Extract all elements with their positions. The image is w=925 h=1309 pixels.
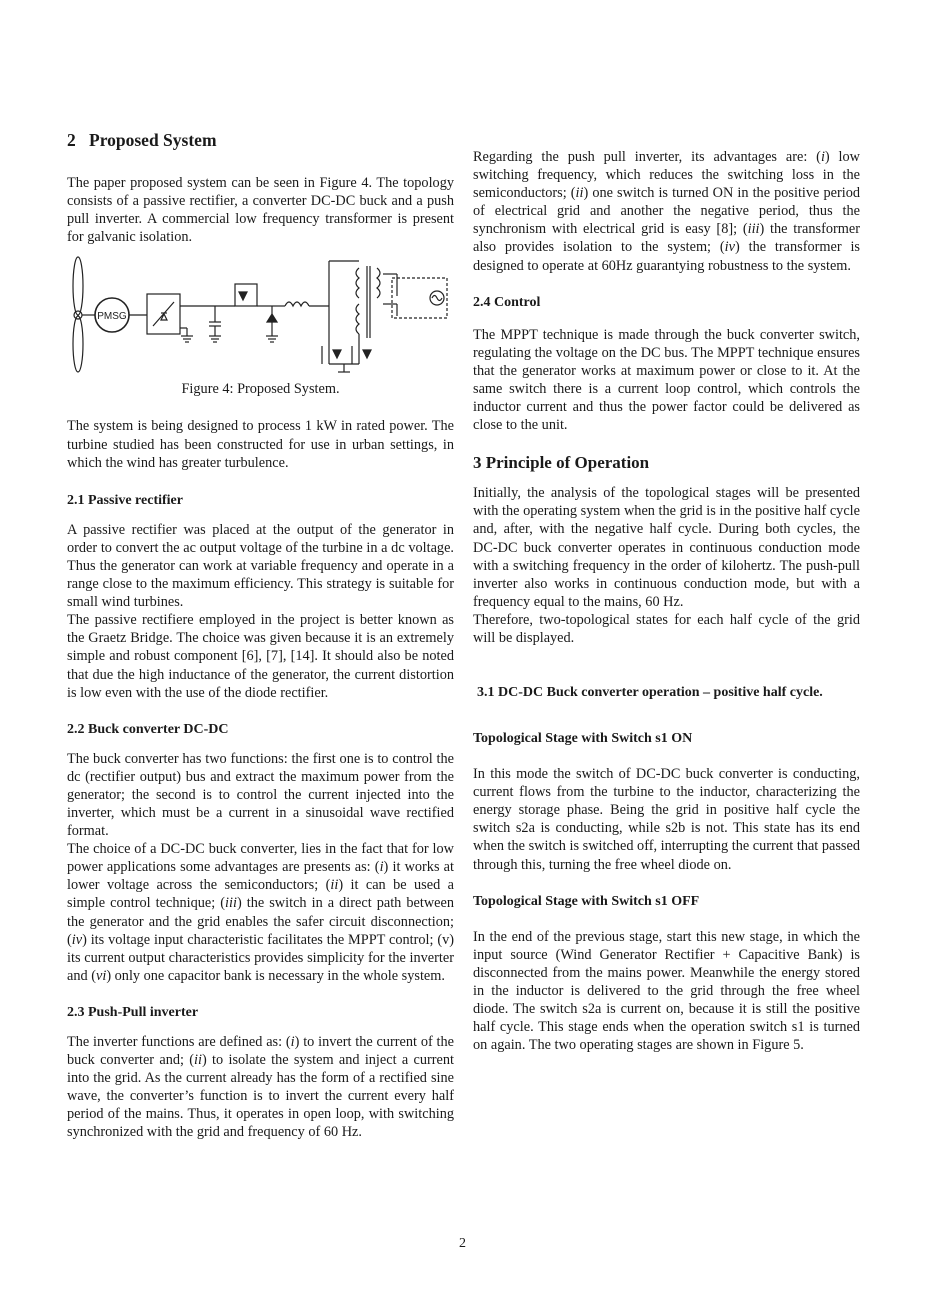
- section-2-3-para2: Regarding the push pull inverter, its advantages are: (i) low switching frequency, which reduces the switching loss in the semiconductors; (ii) one switch is turned ON in the positive period of electrical grid and another the negative period, thus the synchronism with electrical grid is easy [8]; (iii) the transformer also provides isolation to the system; (iv) the transformer is designed to operate at 60Hz guarantying robustness to the system.: [473, 149, 861, 274]
- grid-box: [392, 278, 447, 318]
- section-2-4-para1: The MPPT technique is made through the buck converter switch, regulating the voltage on the DC bus. The MPPT technique ensures that the generator works at maximum power or close to it. At the same switch there is a current loop control, which controls the inductor current and thus the power factor could be delivered as close to the unit.: [473, 326, 860, 434]
- section-2-1-para1: A passive rectifier was placed at the output of the generator in order to convert the ac output voltage of the turbine in a dc voltage. Thus the generator can work at variable frequency and operate in a range close to the maximum efficiency. This strategy is suitable for small wind turbines.: [67, 521, 454, 611]
- section-3-1-heading: 3.1 DC-DC Buck converter operation – positive half cycle.: [477, 685, 823, 701]
- section-2-1-heading: 2.1 Passive rectifier: [67, 492, 183, 508]
- right-column: [473, 129, 860, 1054]
- section-2-2-para1: The buck converter has two functions: the first one is to control the dc (rectifier output) bus and extract the maximum power from the generator; the second is to control the current injected into the inverter, which must be a current in a sinusoidal wave rectified format.: [67, 750, 454, 840]
- section-2-3-heading: 2.3 Push-Pull inverter: [67, 1004, 199, 1020]
- stage-off-text: In the end of the previous stage, start this new stage, in which the input source (Wind Generator Rectifier + Capacitive Bank) is disconnected from the mains power. Meanwhile the energy stored in the inductor is delivered to the grid through the free wheel diode. The switch s2a is current on, because it is still the positive half cycle. This stage ends when the operation switch s1 is turned on again. The two operating stages are shown in Figure 5.: [473, 928, 860, 1054]
- section-2-title: Proposed System: [89, 130, 217, 150]
- section-2-1-para2: The passive rectifiere employed in the project is better known as the Graetz Bridge. The choice was given because it is an extremely simple and robust component [6], [7], [14]. It should also be noted that due the high inductance of the generator, the current distortion is low even with the use of the diode rectifier.: [67, 612, 454, 701]
- proposed-system-diagram: [67, 256, 454, 376]
- section-2-heading: [67, 129, 454, 151]
- figure-4: [67, 256, 454, 376]
- generator-label: PMSG: [97, 311, 127, 323]
- turbine-blade-top: [73, 257, 83, 315]
- figure-4-caption: Figure 4: Proposed System.: [181, 381, 340, 398]
- section-3-para2: Therefore, two-topological states for each half cycle of the grid will be displayed.: [473, 611, 860, 646]
- stage-on-heading: Topological Stage with Switch s1 ON: [473, 731, 693, 747]
- section-2-number: 2: [67, 130, 76, 150]
- section-3-heading: 3 Principle of Operation: [473, 453, 650, 473]
- section-2-2-heading: 2.2 Buck converter DC-DC: [67, 721, 229, 737]
- left-column: [67, 127, 454, 1141]
- stage-off-heading: Topological Stage with Switch s1 OFF: [473, 893, 700, 909]
- page-number: 2: [459, 1236, 466, 1251]
- turbine-blade-bottom: [73, 316, 83, 372]
- section-2-para2: The system is being designed to process 1 kW in rated power. The turbine studied has been constructed for use in urban settings, in which the wind has greater turbulence.: [67, 418, 454, 471]
- stage-on-text: In this mode the switch of DC-DC buck converter is conducting, current flows from the turbine to the inductor, characterizing the energy storage phase. Being the grid in positive half cycle the switch s2a is conducting, while s2b is not. This state has its end when the switch is switched off, interrupting the current that passed through this, turning the free wheel diode on.: [473, 766, 860, 873]
- section-2-4-heading: 2.4 Control: [473, 294, 541, 310]
- section-2-3-para1: The inverter functions are defined as: (i) to invert the current of the buck converter and; (ii) to isolate the system and inject a current into the grid. As the current already has the form of a rectified sine wave, the converter’s function is to invert the current every half period of the mains. Thus, it operates in open loop, with switching synchronized with the grid and frequency of 60 Hz.: [67, 1033, 454, 1141]
- section-3-para1: Initially, the analysis of the topological stages will be presented with the operating system when the grid is in the positive half cycle and, after, with the negative half cycle. During both cycles, the DC-DC buck converter operates in continuous conduction mode with a switching frequency in the order of kilohertz. The push-pull inverter also works in continuous conduction mode, but with a frequency equal to the mains, 60 Hz.: [473, 485, 860, 610]
- section-2-intro: The paper proposed system can be seen in Figure 4. The topology consists of a passive rectifier, a converter DC-DC buck and a push pull inverter. A commercial low frequency transformer is present for galvanic isolation.: [67, 175, 454, 246]
- inductor: [285, 302, 309, 306]
- section-2-2-para2: The choice of a DC-DC buck converter, lies in the fact that for low power applications some advantages are presents as: (i) it works at lower voltage across the semiconductors; (ii) it can be used a simple control technique; (iii) the switch in a direct path between the generator and the grid enables the safer circuit disconnection; (iv) its voltage input characteristic facilitates the MPPT control; (v) its current output characteristics provides simplicity for the inverter and (vi) only one capacitor bank is necessary in the whole system.: [67, 841, 454, 984]
